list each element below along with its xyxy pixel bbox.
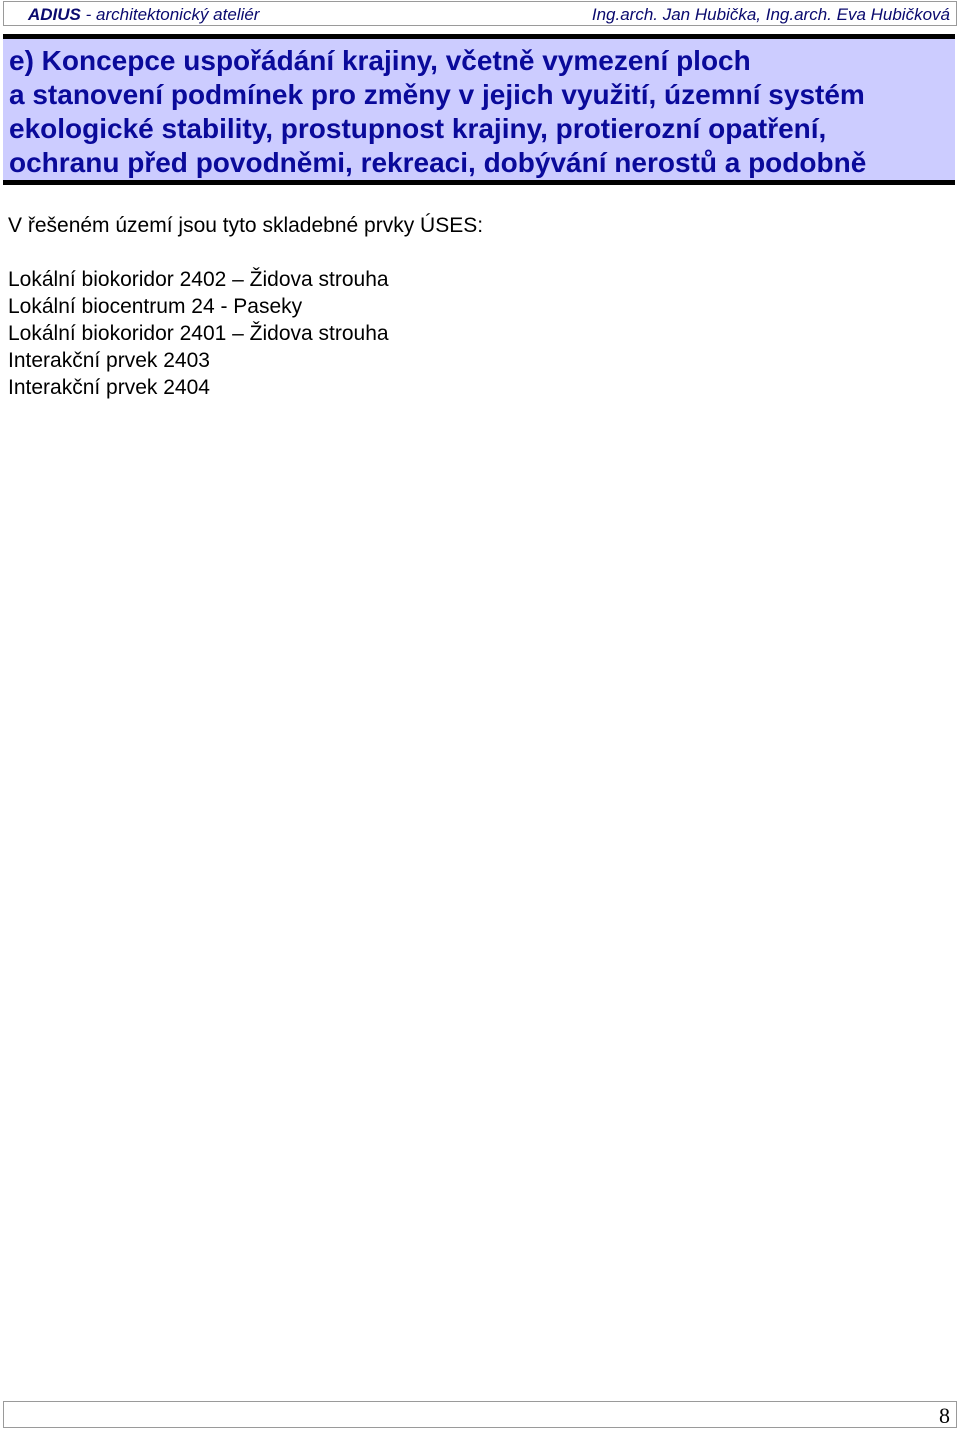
- heading-line-3: ekologické stability, prostupnost krajiny, protierozní opatření,: [9, 113, 827, 144]
- uses-elements-list: [8, 266, 389, 401]
- heading-line-2: a stanovení podmínek pro změny v jejich využití, územní systém: [9, 79, 865, 110]
- list-item: Lokální biocentrum 24 - Paseky: [8, 295, 303, 318]
- header-brand: ADIUS: [28, 5, 81, 24]
- intro-paragraph: V řešeném území jsou tyto skladebné prvky ÚSES:: [8, 214, 484, 237]
- heading-line-1: e) Koncepce uspořádání krajiny, včetně vymezení ploch: [9, 45, 751, 76]
- list-item: Interakční prvek 2404: [8, 376, 210, 399]
- page-number: 8: [939, 1403, 950, 1428]
- header-authors: Ing.arch. Jan Hubička, Ing.arch. Eva Hubičková: [591, 5, 950, 24]
- list-item: Interakční prvek 2403: [8, 349, 210, 372]
- page-footer: [3, 1401, 957, 1428]
- header-studio: - architektonický ateliér: [80, 5, 260, 24]
- list-item: Lokální biokoridor 2402 – Židova strouha: [8, 268, 389, 291]
- heading-line-4: ochranu před povodněmi, rekreaci, dobývání nerostů a podobně: [9, 147, 867, 178]
- list-item: Lokální biokoridor 2401 – Židova strouha: [8, 322, 389, 345]
- page-header: [3, 1, 957, 26]
- header-studio-name: [28, 5, 259, 25]
- section-heading: [3, 34, 955, 185]
